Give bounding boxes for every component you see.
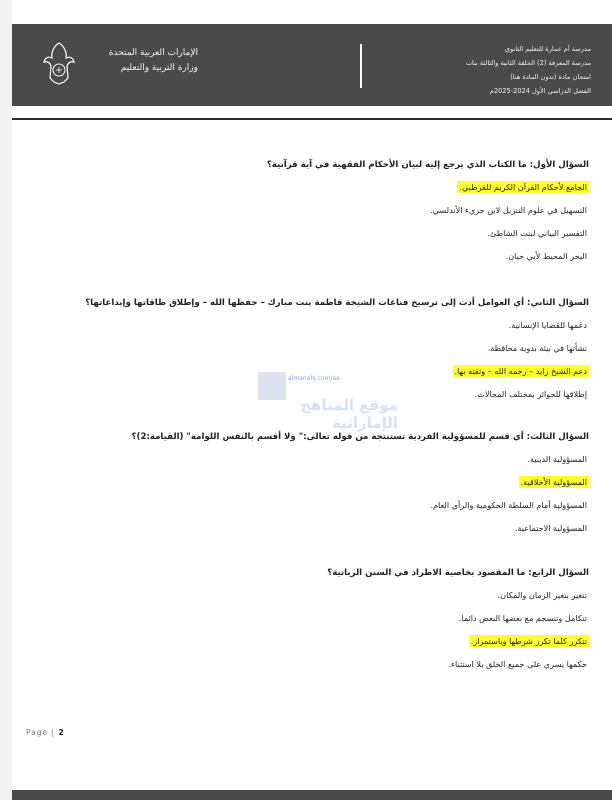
answer-option xyxy=(29,498,589,521)
answer-option-text: المسؤولية الأخلاقية. xyxy=(520,477,587,487)
answer-option-text: دعمها للقضايا الإنسانية. xyxy=(508,320,587,330)
answer-option xyxy=(29,475,589,498)
header-divider xyxy=(360,44,362,88)
school-line-2: مدرسة المعرفة (2) الحلقة الثانية والثالثة بنات xyxy=(465,59,591,67)
answer-option-text: المسؤولية الاجتماعية. xyxy=(514,523,587,533)
answer-option xyxy=(29,203,589,226)
answer-option-text: نشأتها في بيئة بدوية محافظة. xyxy=(487,343,587,353)
ministry-line-2: وزارة التربية والتعليم xyxy=(120,63,198,73)
answer-option xyxy=(29,634,589,657)
question-3 xyxy=(29,430,589,544)
watermark-url: almanahj.com/ae xyxy=(288,375,340,382)
ministry-line-1: الإمارات العربية المتحدة xyxy=(108,48,198,58)
header-rule xyxy=(12,118,612,120)
answer-option-text: تتكرر كلما تكرر شرطها وباستمرار. xyxy=(470,636,587,646)
document-page xyxy=(12,0,612,790)
question-1 xyxy=(29,158,589,272)
answer-option xyxy=(29,364,589,387)
page-number: 2 xyxy=(58,728,65,737)
question-2 xyxy=(29,296,589,410)
answer-option xyxy=(29,180,589,203)
question-title: السؤال الثالث: أي قسم للمسؤولية الفردية تستنتجه من قوله تعالى:" ولا أقسم بالنفس اللوامة" (القيامة:2)؟ xyxy=(131,432,589,442)
answer-option-text: المسؤولية أمام السلطة الحكومية والرأي العام. xyxy=(430,500,587,510)
question-title: السؤال الثاني: أي العوامل أدت إلى ترسيخ قناعات الشيخة فاطمة بنت مبارك – حفظها الله – وإطلاق طاقاتها وإبداعاتها؟ xyxy=(85,298,589,308)
answer-option-text: دعم الشيخ زايد – رحمه الله – وثقته بها. xyxy=(454,366,587,376)
exam-subject-line: امتحان مادة (تدون المادة هنا) xyxy=(510,73,591,81)
question-title: السؤال الأول: ما الكتاب الذي يرجع إليه لبيان الأحكام الفقهية في آية قرآنية؟ xyxy=(266,160,589,170)
school-line-1: مدرسة أم عمارة للتعليم الثانوي xyxy=(504,45,591,53)
answer-option xyxy=(29,452,589,475)
answer-option xyxy=(29,341,589,364)
question-title: السؤال الرابع: ما المقصود بخاصية الاطراد في السنن الربانية؟ xyxy=(327,568,589,578)
watermark-text: موقع المناهج الإماراتية xyxy=(300,396,398,432)
answer-option xyxy=(29,588,589,611)
answer-option-text: تتغير بتغير الزمان والمكان. xyxy=(497,590,587,600)
page-label: Page xyxy=(26,728,49,737)
answer-option xyxy=(29,657,589,680)
answer-option xyxy=(29,387,589,410)
answer-option-text: البحر المحيط لأبي حيان. xyxy=(505,251,587,261)
answer-option-text: تتكامل وتنسجم مع بعضها البعض دائما. xyxy=(458,613,587,623)
header-banner xyxy=(12,24,612,106)
page-footer: Page | 2 xyxy=(26,728,65,737)
answer-option-text: التسهيل في علوم التنزيل لابن جزيء الأندلسي. xyxy=(430,205,587,215)
answer-option xyxy=(29,249,589,272)
answer-option-text: إطلاقها للجوائز بمختلف المجالات. xyxy=(474,389,587,399)
answer-option-text: الجامع لأحكام القرآن الكريم للقرطبي. xyxy=(459,182,587,192)
answer-option-text: المسؤولية الدينية. xyxy=(527,454,587,464)
ministry-name xyxy=(88,46,198,76)
answer-option-text: التفسير البياني لبنت الشاطئ. xyxy=(487,228,587,238)
answer-option xyxy=(29,226,589,249)
answer-option xyxy=(29,611,589,634)
answer-option-text: حكمها يسري على جميع الخلق بلا استثناء. xyxy=(448,659,587,669)
next-page-edge xyxy=(12,790,612,800)
answer-option xyxy=(29,521,589,544)
question-4 xyxy=(29,566,589,680)
school-info xyxy=(371,42,591,98)
uae-emblem-icon xyxy=(42,40,76,86)
answer-option xyxy=(29,318,589,341)
semester-line: الفصل الدراسي الأول 2024-2025م xyxy=(489,87,591,95)
